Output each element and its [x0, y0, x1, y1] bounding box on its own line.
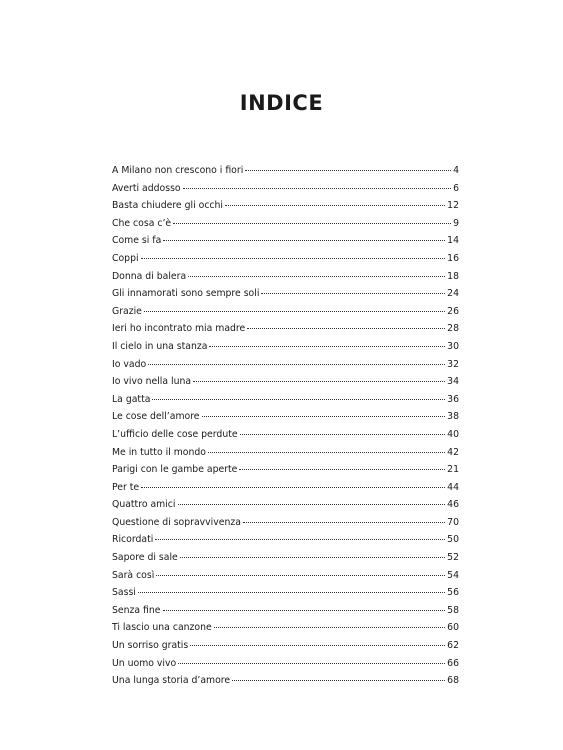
dot-leader	[202, 406, 446, 417]
toc-entry-page-number: 40	[447, 428, 459, 440]
toc-entry-page-number: 26	[447, 305, 459, 317]
toc-entry-title: Io vado	[112, 358, 147, 370]
toc-entry-page-number: 21	[447, 464, 459, 476]
toc-entry-page-number: 32	[447, 358, 459, 370]
toc-entry-title: Coppi	[112, 252, 139, 264]
toc-entry-title: Senza fine	[112, 604, 161, 616]
dot-leader	[163, 230, 445, 241]
toc-entry-page-number: 34	[447, 376, 459, 388]
toc-entry-title: Grazie	[112, 305, 142, 317]
dot-leader	[156, 565, 445, 576]
dot-leader	[178, 494, 446, 505]
dot-leader	[173, 213, 451, 224]
dot-leader	[148, 354, 445, 365]
toc-entry-page-number: 6	[453, 182, 459, 194]
toc-entry-page-number: 42	[447, 446, 459, 458]
table-of-contents	[112, 162, 459, 690]
dot-leader	[144, 301, 445, 312]
toc-entry-title: Per te	[112, 481, 140, 493]
toc-entry-page-number: 68	[447, 675, 459, 687]
toc-entry-page-number: 54	[447, 569, 459, 581]
dot-leader	[188, 266, 445, 277]
toc-entry-title: Donna di balera	[112, 270, 187, 282]
toc-entry-title: Parigi con le gambe aperte	[112, 464, 238, 476]
dot-leader	[209, 336, 445, 347]
dot-leader	[232, 670, 445, 681]
toc-entry-title: Questione di sopravvivenza	[112, 516, 241, 528]
toc-entry-title: Il cielo in una stanza	[112, 340, 208, 352]
toc-entry-page-number: 12	[447, 200, 459, 212]
toc-entry-page-number: 52	[447, 552, 459, 564]
toc-entry-title: Quattro amici	[112, 499, 176, 511]
toc-entry-title: Che cosa c’è	[112, 217, 172, 229]
toc-entry-page-number: 36	[447, 393, 459, 405]
toc-entry-title: Sapore di sale	[112, 552, 178, 564]
toc-entry-page-number: 38	[447, 411, 459, 423]
dot-leader	[245, 160, 451, 171]
toc-entry	[112, 672, 459, 690]
dot-leader	[138, 582, 445, 593]
toc-entry-title: Le cose dell’amore	[112, 411, 200, 423]
dot-leader	[180, 547, 445, 558]
toc-entry-title: A Milano non crescono i fiori	[112, 165, 244, 176]
dot-leader	[178, 653, 445, 664]
toc-entry-page-number: 30	[447, 340, 459, 352]
dot-leader	[193, 371, 445, 382]
toc-entry-page-number: 9	[453, 217, 459, 229]
page-title: INDICE	[239, 91, 324, 116]
toc-entry-title: Una lunga storia d’amore	[112, 675, 231, 687]
dot-leader	[155, 529, 445, 540]
toc-entry-page-number: 58	[447, 604, 459, 616]
dot-leader	[152, 389, 445, 400]
toc-entry-title: Averti addosso	[112, 182, 181, 194]
toc-entry-title: La gatta	[112, 393, 151, 405]
toc-entry-title: Ieri ho incontrato mia madre	[112, 323, 246, 335]
dot-leader	[239, 459, 445, 470]
toc-entry-title: Sarà così	[112, 569, 155, 581]
toc-entry-page-number: 62	[447, 640, 459, 652]
toc-entry-title: Come si fa	[112, 235, 162, 247]
dot-leader	[141, 248, 446, 259]
toc-entry-page-number: 16	[447, 252, 459, 264]
toc-entry-page-number: 24	[447, 288, 459, 300]
dot-leader	[261, 283, 445, 294]
dot-leader	[208, 442, 445, 453]
toc-entry-title: Gli innamorati sono sempre soli	[112, 288, 260, 300]
dot-leader	[141, 477, 445, 488]
toc-entry-title: Ti lascio una canzone	[112, 622, 212, 634]
toc-entry-page-number: 18	[447, 270, 459, 282]
dot-leader	[183, 178, 451, 189]
toc-entry-title: L’ufficio delle cose perdute	[112, 428, 238, 440]
toc-entry-page-number: 70	[447, 516, 459, 528]
toc-entry-page-number: 60	[447, 622, 459, 634]
toc-entry-title: Sassi	[112, 587, 136, 599]
toc-entry-title: Basta chiudere gli occhi	[112, 200, 224, 212]
toc-entry-title: Me in tutto il mondo	[112, 446, 206, 458]
dot-leader	[243, 512, 445, 523]
toc-entry-page-number: 66	[447, 657, 459, 669]
toc-entry-page-number: 14	[447, 235, 459, 247]
toc-entry-title: Ricordati	[112, 534, 154, 546]
dot-leader	[240, 424, 446, 435]
dot-leader	[190, 635, 445, 646]
toc-entry-page-number: 44	[447, 481, 459, 493]
toc-entry-title: Un uomo vivo	[112, 657, 177, 669]
toc-entry-title: Un sorriso gratis	[112, 640, 189, 652]
toc-entry-page-number: 4	[453, 165, 459, 176]
toc-entry-page-number: 50	[447, 534, 459, 546]
dot-leader	[247, 318, 445, 329]
toc-entry-page-number: 56	[447, 587, 459, 599]
toc-entry-title: Io vivo nella luna	[112, 376, 192, 388]
dot-leader	[163, 600, 446, 611]
toc-entry-page-number: 46	[447, 499, 459, 511]
dot-leader	[225, 195, 445, 206]
dot-leader	[214, 617, 445, 628]
toc-entry-page-number: 28	[447, 323, 459, 335]
